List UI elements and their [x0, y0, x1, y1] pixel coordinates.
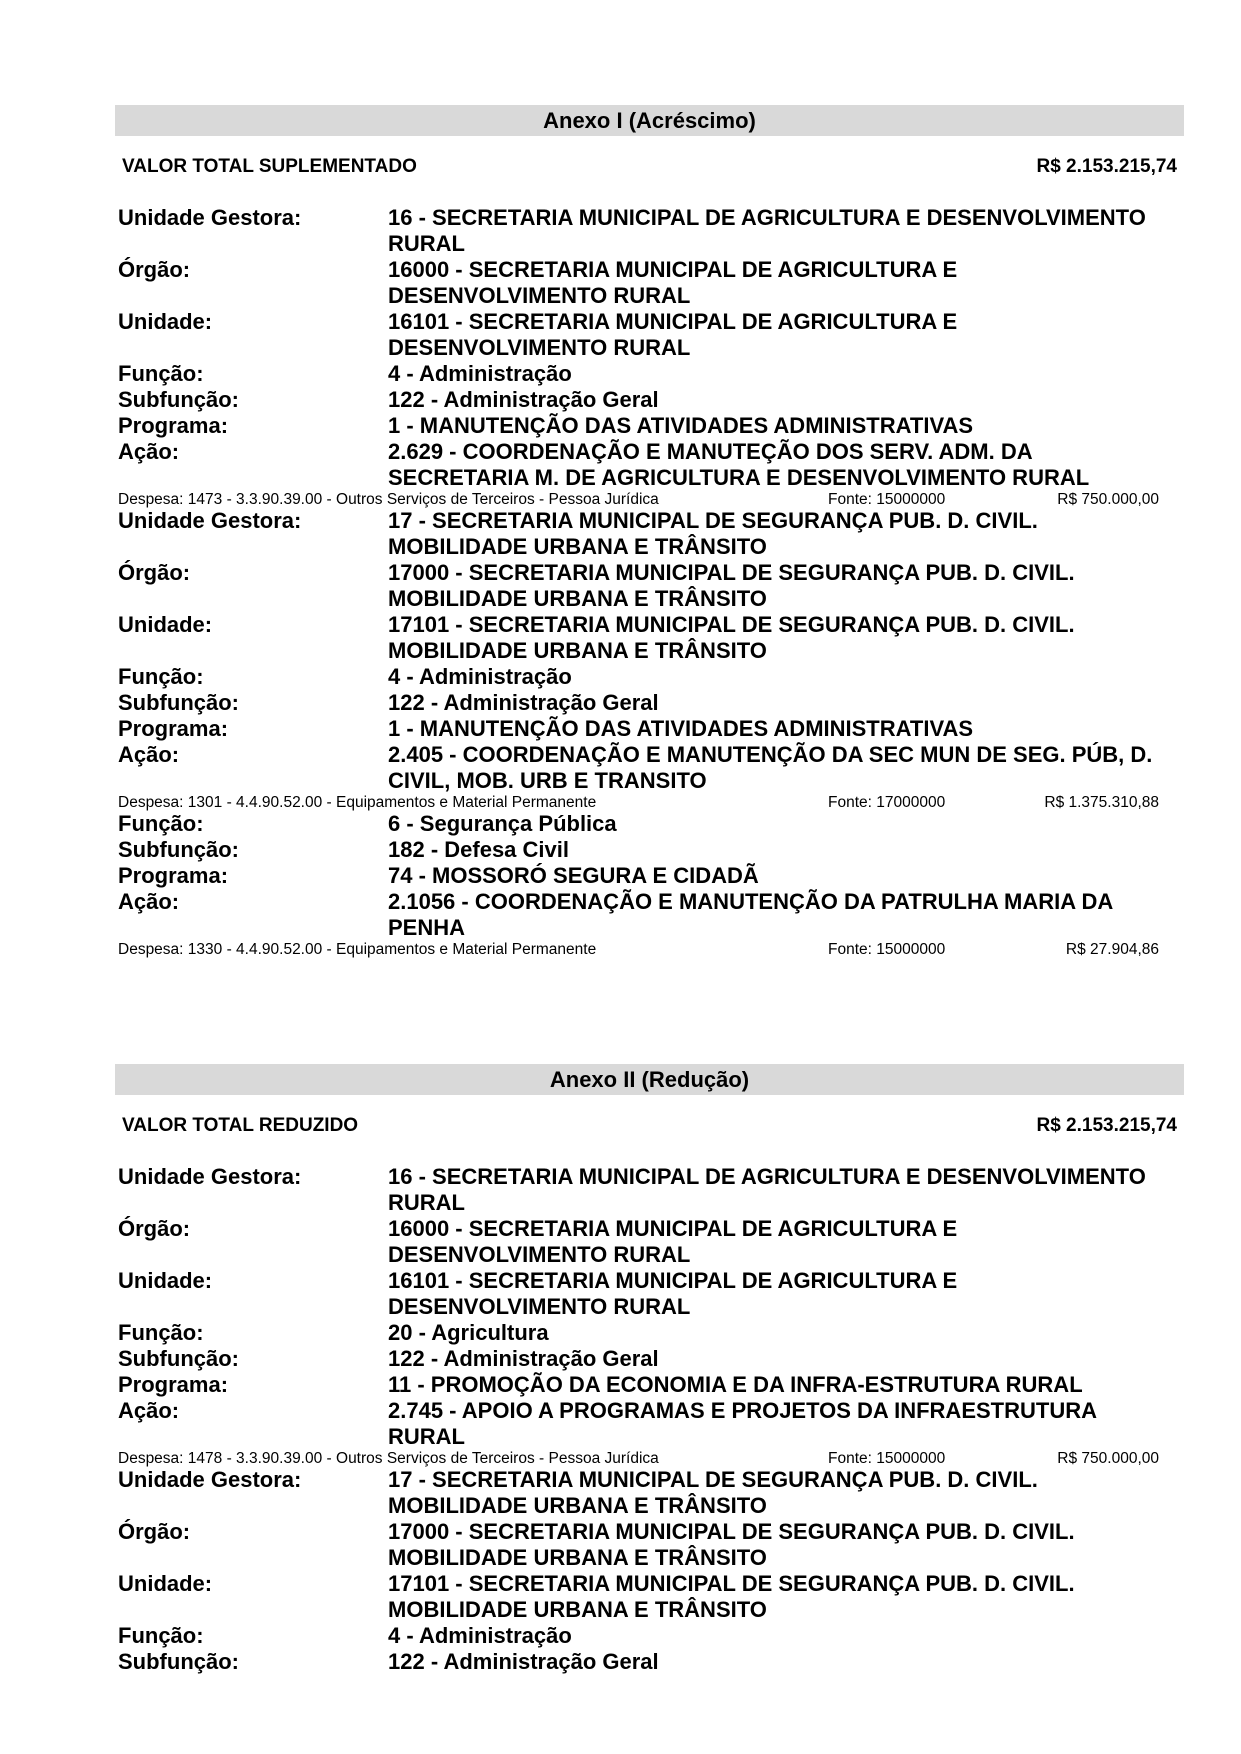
field-value: 1 - MANUTENÇÃO DAS ATIVIDADES ADMINISTRATIVAS	[388, 716, 974, 741]
field-label: Ação:	[118, 889, 180, 914]
field-label: Programa:	[118, 413, 229, 438]
field-value: 2.1056 - COORDENAÇÃO E MANUTENÇÃO DA PATRULHA MARIA DA PENHA	[388, 889, 1113, 940]
field-value: 17 - SECRETARIA MUNICIPAL DE SEGURANÇA PUB. D. CIVIL. MOBILIDADE URBANA E TRÂNSITO	[388, 508, 1038, 559]
field-row	[115, 1164, 1184, 1216]
despesa-valor: R$ 750.000,00	[1057, 491, 1159, 508]
annex-2-total-value: R$ 2.153.215,74	[1036, 1115, 1177, 1136]
field-row	[115, 1649, 1184, 1675]
field-label: Unidade:	[118, 1571, 213, 1596]
despesa-fonte: Fonte: 15000000	[828, 491, 946, 508]
despesa-fonte: Fonte: 15000000	[828, 941, 946, 958]
field-value: 17101 - SECRETARIA MUNICIPAL DE SEGURANÇA PUB. D. CIVIL. MOBILIDADE URBANA E TRÂNSITO	[388, 612, 1075, 663]
field-value: 16101 - SECRETARIA MUNICIPAL DE AGRICULTURA E DESENVOLVIMENTO RURAL	[388, 1268, 958, 1319]
field-row	[115, 361, 1184, 387]
field-label: Órgão:	[118, 1216, 191, 1241]
annex-2-entries	[115, 1164, 1184, 1675]
annex-2-section	[115, 1064, 1184, 1675]
despesa-text: Despesa: 1301 - 4.4.90.52.00 - Equipamentos e Material Permanente	[118, 794, 597, 811]
field-label: Ação:	[118, 742, 180, 767]
field-label: Órgão:	[118, 560, 191, 585]
field-value: 122 - Administração Geral	[388, 1346, 659, 1371]
field-label: Subfunção:	[118, 690, 239, 715]
field-label: Ação:	[118, 1398, 180, 1423]
despesa-row	[115, 491, 1184, 508]
field-value: 17101 - SECRETARIA MUNICIPAL DE SEGURANÇA PUB. D. CIVIL. MOBILIDADE URBANA E TRÂNSITO	[388, 1571, 1075, 1622]
annex-1-total-label: VALOR TOTAL SUPLEMENTADO	[122, 156, 417, 177]
field-label: Subfunção:	[118, 837, 239, 862]
despesa-valor: R$ 750.000,00	[1057, 1450, 1159, 1467]
field-row	[115, 205, 1184, 257]
field-row	[115, 1320, 1184, 1346]
field-value: 4 - Administração	[388, 361, 572, 386]
field-value: 122 - Administração Geral	[388, 387, 659, 412]
field-row	[115, 1216, 1184, 1268]
despesa-text: Despesa: 1330 - 4.4.90.52.00 - Equipamentos e Material Permanente	[118, 941, 597, 958]
despesa-valor: R$ 27.904,86	[1065, 941, 1159, 958]
field-row	[115, 1571, 1184, 1623]
despesa-text: Despesa: 1478 - 3.3.90.39.00 - Outros Serviços de Terceiros - Pessoa Jurídica	[118, 1450, 659, 1467]
field-label: Órgão:	[118, 257, 191, 282]
field-label: Programa:	[118, 863, 229, 888]
field-value: 16 - SECRETARIA MUNICIPAL DE AGRICULTURA E DESENVOLVIMENTO RURAL	[388, 205, 1146, 256]
annex-2-total-label: VALOR TOTAL REDUZIDO	[122, 1115, 359, 1136]
field-row	[115, 690, 1184, 716]
field-row	[115, 413, 1184, 439]
field-value: 2.629 - COORDENAÇÃO E MANUTEÇÃO DOS SERV. ADM. DA SECRETARIA M. DE AGRICULTURA E DESENVOLVIMENTO RURAL	[388, 439, 1090, 490]
despesa-fonte: Fonte: 15000000	[828, 1450, 946, 1467]
field-row	[115, 863, 1184, 889]
annex-1-total-value: R$ 2.153.215,74	[1036, 156, 1177, 177]
field-label: Unidade Gestora:	[118, 508, 302, 533]
field-label: Unidade Gestora:	[118, 205, 302, 230]
field-value: 16000 - SECRETARIA MUNICIPAL DE AGRICULTURA E DESENVOLVIMENTO RURAL	[388, 1216, 958, 1267]
field-label: Função:	[118, 1623, 204, 1648]
field-label: Unidade Gestora:	[118, 1467, 302, 1492]
field-value: 17000 - SECRETARIA MUNICIPAL DE SEGURANÇA PUB. D. CIVIL. MOBILIDADE URBANA E TRÂNSITO	[388, 1519, 1075, 1570]
field-row	[115, 560, 1184, 612]
annex-2-total-row	[115, 1115, 1184, 1141]
field-row	[115, 257, 1184, 309]
field-value: 20 - Agricultura	[388, 1320, 549, 1345]
despesa-valor: R$ 1.375.310,88	[1044, 794, 1159, 811]
field-row	[115, 664, 1184, 690]
field-value: 11 - PROMOÇÃO DA ECONOMIA E DA INFRA-ESTRUTURA RURAL	[388, 1372, 1083, 1397]
field-row	[115, 1346, 1184, 1372]
field-row	[115, 742, 1184, 794]
field-value: 16 - SECRETARIA MUNICIPAL DE AGRICULTURA E DESENVOLVIMENTO RURAL	[388, 1164, 1146, 1215]
annex-1-entries	[115, 205, 1184, 958]
field-row	[115, 837, 1184, 863]
field-label: Ação:	[118, 439, 180, 464]
field-value: 74 - MOSSORÓ SEGURA E CIDADÃ	[388, 863, 759, 888]
field-value: 122 - Administração Geral	[388, 690, 659, 715]
field-value: 17000 - SECRETARIA MUNICIPAL DE SEGURANÇA PUB. D. CIVIL. MOBILIDADE URBANA E TRÂNSITO	[388, 560, 1075, 611]
annex-1-section	[115, 105, 1184, 958]
field-row	[115, 508, 1184, 560]
field-row	[115, 1519, 1184, 1571]
field-value: 2.745 - APOIO A PROGRAMAS E PROJETOS DA INFRAESTRUTURA RURAL	[388, 1398, 1097, 1449]
field-label: Função:	[118, 811, 204, 836]
field-row	[115, 612, 1184, 664]
field-label: Unidade Gestora:	[118, 1164, 302, 1189]
field-row	[115, 889, 1184, 941]
field-label: Programa:	[118, 716, 229, 741]
field-value: 6 - Segurança Pública	[388, 811, 617, 836]
annex-1-total-row	[115, 156, 1184, 182]
field-label: Programa:	[118, 1372, 229, 1397]
field-row	[115, 716, 1184, 742]
annex-1-title: Anexo I (Acréscimo)	[115, 105, 1184, 136]
field-row	[115, 1268, 1184, 1320]
field-value: 182 - Defesa Civil	[388, 837, 569, 862]
field-label: Função:	[118, 361, 204, 386]
field-value: 16101 - SECRETARIA MUNICIPAL DE AGRICULTURA E DESENVOLVIMENTO RURAL	[388, 309, 958, 360]
field-label: Subfunção:	[118, 1649, 239, 1674]
field-value: 1 - MANUTENÇÃO DAS ATIVIDADES ADMINISTRATIVAS	[388, 413, 974, 438]
field-label: Unidade:	[118, 1268, 213, 1293]
field-value: 16000 - SECRETARIA MUNICIPAL DE AGRICULTURA E DESENVOLVIMENTO RURAL	[388, 257, 958, 308]
field-label: Unidade:	[118, 612, 213, 637]
field-row	[115, 1398, 1184, 1450]
despesa-row	[115, 941, 1184, 958]
field-row	[115, 387, 1184, 413]
field-value: 4 - Administração	[388, 664, 572, 689]
field-row	[115, 1467, 1184, 1519]
field-row	[115, 1623, 1184, 1649]
field-label: Subfunção:	[118, 387, 239, 412]
field-label: Órgão:	[118, 1519, 191, 1544]
despesa-text: Despesa: 1473 - 3.3.90.39.00 - Outros Serviços de Terceiros - Pessoa Jurídica	[118, 491, 659, 508]
field-label: Subfunção:	[118, 1346, 239, 1371]
field-value: 17 - SECRETARIA MUNICIPAL DE SEGURANÇA PUB. D. CIVIL. MOBILIDADE URBANA E TRÂNSITO	[388, 1467, 1038, 1518]
field-value: 122 - Administração Geral	[388, 1649, 659, 1674]
despesa-fonte: Fonte: 17000000	[828, 794, 946, 811]
field-value: 2.405 - COORDENAÇÃO E MANUTENÇÃO DA SEC MUN DE SEG. PÚB, D. CIVIL, MOB. URB E TRANSITO	[388, 742, 1153, 793]
despesa-row	[115, 1450, 1184, 1467]
field-label: Função:	[118, 664, 204, 689]
field-value: 4 - Administração	[388, 1623, 572, 1648]
field-row	[115, 439, 1184, 491]
annex-2-title: Anexo II (Redução)	[115, 1064, 1184, 1095]
field-row	[115, 1372, 1184, 1398]
field-row	[115, 811, 1184, 837]
field-label: Função:	[118, 1320, 204, 1345]
field-label: Unidade:	[118, 309, 213, 334]
field-row	[115, 309, 1184, 361]
despesa-row	[115, 794, 1184, 811]
